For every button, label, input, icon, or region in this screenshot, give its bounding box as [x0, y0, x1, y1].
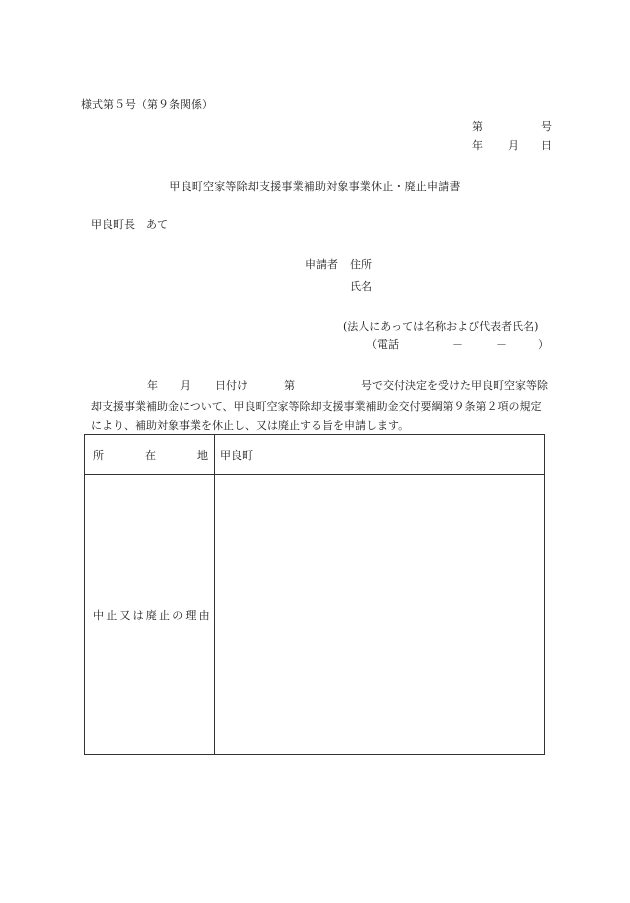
applicant-label: 申請者 — [305, 258, 338, 271]
location-label-char: 所 — [93, 448, 104, 462]
form-number-label: 様式第５号（第９条関係） — [81, 98, 213, 111]
date-year-label: 年 — [472, 139, 483, 152]
document-number-suffix: 号 — [541, 120, 552, 133]
phone-dash: － — [452, 338, 463, 351]
body-year-label: 年 — [147, 379, 158, 392]
location-label-char: 在 — [145, 448, 156, 462]
phone-dash: － — [496, 338, 507, 351]
document-title: 甲良町空家等除却支援事業補助対象事業休止・廃止申請書 — [169, 180, 461, 193]
body-text-line-3: により、補助対象事業を休止し、又は廃止する旨を申請します。 — [91, 419, 410, 432]
body-number-prefix: 第 — [284, 379, 295, 392]
table-row — [85, 435, 545, 475]
reason-label-cell — [85, 475, 215, 755]
document-number-prefix: 第 — [472, 120, 483, 133]
phone-label: （電話 — [366, 338, 399, 351]
phone-close-paren: ） — [538, 338, 549, 351]
name-label: 氏名 — [350, 280, 372, 293]
body-month-label: 月 — [180, 379, 191, 392]
address-label: 住所 — [350, 258, 372, 271]
date-month-label: 月 — [508, 139, 519, 152]
date-day-label: 日 — [541, 139, 552, 152]
body-text-line-2: 却支援事業補助金について、甲良町空家等除却支援事業補助金交付要綱第９条第２項の規定 — [91, 400, 542, 413]
table-row — [85, 475, 545, 755]
reason-value[interactable] — [215, 475, 545, 755]
location-value[interactable]: 甲良町 — [215, 435, 545, 475]
application-table — [84, 434, 545, 755]
addressee: 甲良町長 あて — [91, 218, 168, 231]
location-label — [85, 447, 214, 463]
location-label-char: 地 — [197, 448, 208, 462]
location-label-cell — [85, 435, 215, 475]
body-dated-label: 日付け — [215, 379, 248, 392]
corporate-note: (法人にあっては名称および代表者氏名) — [343, 320, 539, 333]
reason-label: 中止又は廃止の理由 — [93, 608, 212, 622]
body-text-line-1: 号で交付決定を受けた甲良町空家等除 — [361, 379, 548, 392]
